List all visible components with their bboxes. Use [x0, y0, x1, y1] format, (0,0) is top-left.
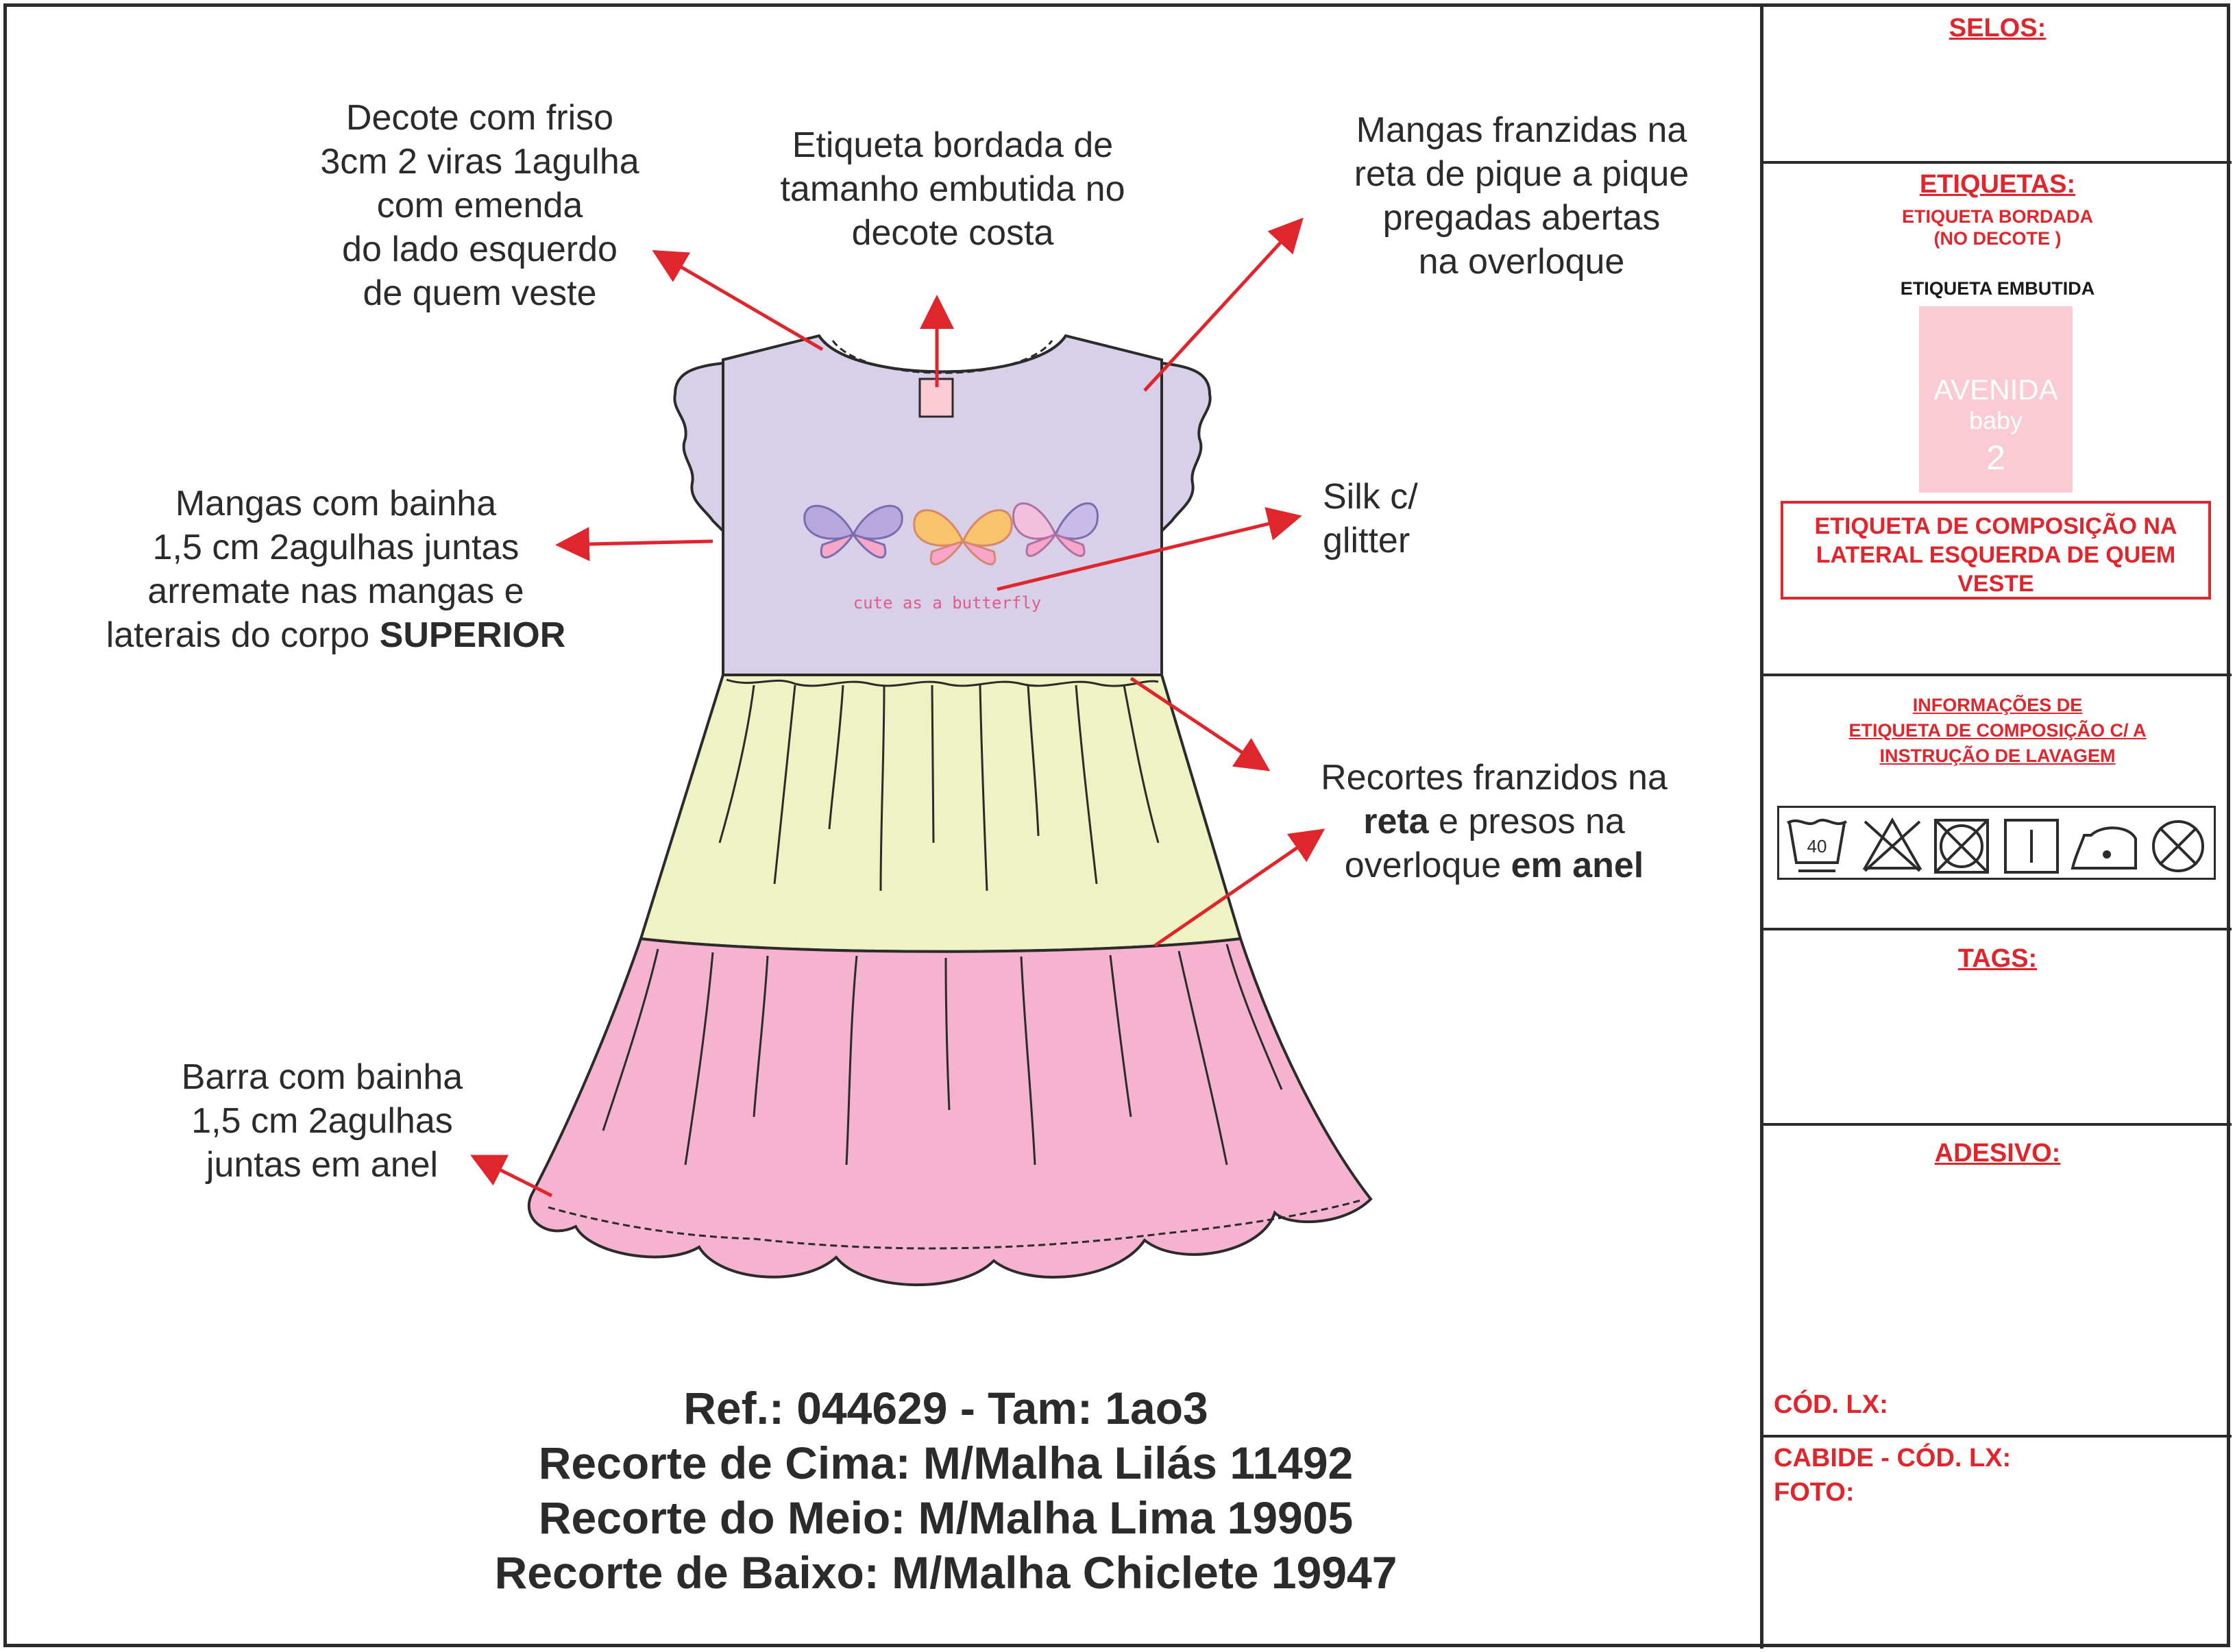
note-line: tamanho embutida no — [780, 169, 1125, 209]
composition-box — [1781, 501, 2211, 600]
info-line-3: INSTRUÇÃO DE LAVAGEM — [1879, 745, 2116, 766]
label-brand: AVENIDA — [1933, 373, 2058, 406]
no-tumble-dry-icon — [1935, 820, 1988, 872]
note-line: Recortes franzidos na — [1321, 758, 1668, 798]
ref-line: Recorte do Meio: M/Malha Lima 19905 — [538, 1492, 1354, 1543]
info-line-2: ETIQUETA DE COMPOSIÇÃO C/ A — [1848, 720, 2147, 741]
bottom-tier-pink — [529, 939, 1371, 1285]
note-line — [69, 613, 603, 657]
no-decote: (NO DECOTE ) — [1933, 228, 2062, 249]
note-sleeves-gathered — [1316, 108, 1727, 284]
ref-line: Ref.: 044629 - Tam: 1ao3 — [683, 1383, 1208, 1433]
note-text: laterais do corpo — [106, 615, 380, 655]
note-sleeves-hem — [69, 482, 603, 657]
note-line: decote costa — [851, 213, 1054, 253]
foto-label: FOTO: — [1774, 1478, 1855, 1507]
note-line: 1,5 cm 2agulhas juntas — [152, 528, 520, 567]
reference-block — [206, 1381, 1686, 1600]
arrow-neckline — [658, 254, 822, 349]
wash-40-icon — [1787, 820, 1846, 871]
note-label — [747, 123, 1158, 255]
note-line: Mangas com bainha — [175, 484, 497, 523]
note-line: juntas em anel — [206, 1145, 439, 1185]
cabide-label: CABIDE - CÓD. LX: — [1774, 1444, 2012, 1472]
note-bold: reta — [1363, 802, 1429, 841]
note-line: Etiqueta bordada de — [792, 125, 1114, 165]
label-sub: baby — [1968, 406, 2023, 434]
note-line — [1289, 800, 1700, 843]
note-line: reta de pique a pique — [1354, 154, 1689, 194]
note-line: na overloque — [1418, 242, 1625, 282]
note-line: Barra com bainha — [181, 1057, 463, 1097]
etiquetas-title: ETIQUETAS: — [1919, 170, 2076, 199]
no-dry-clean-icon — [2153, 822, 2203, 871]
label-size: 2 — [1986, 439, 2005, 477]
note-bold: SUPERIOR — [379, 615, 566, 655]
ref-line: Recorte de Cima: M/Malha Lilás 11492 — [538, 1438, 1354, 1488]
info-line-1: INFORMAÇÕES DE — [1912, 695, 2083, 715]
ref-line: Recorte de Baixo: M/Malha Chiclete 19947 — [494, 1547, 1397, 1598]
note-line: Silk c/ — [1323, 477, 1418, 517]
note-line: glitter — [1323, 521, 1410, 560]
iron-low-icon — [2073, 828, 2136, 868]
left-sleeve — [674, 363, 726, 534]
right-sleeve — [1158, 363, 1210, 534]
note-hem — [137, 1055, 507, 1187]
note-line — [1289, 843, 1700, 887]
note-text: overloque — [1344, 846, 1511, 885]
no-bleach-icon — [1865, 820, 1920, 871]
note-neckline — [288, 96, 672, 315]
etiqueta-embutida: ETIQUETA EMBUTIDA — [1900, 278, 2095, 299]
print-caption: cute as a butterfly — [853, 593, 1042, 613]
note-line: de quem veste — [363, 273, 597, 313]
note-text: e presos na — [1428, 802, 1625, 841]
wash-temp-label: 40 — [1807, 836, 1827, 856]
note-line: 1,5 cm 2agulhas — [191, 1101, 453, 1141]
note-line: 3cm 2 viras 1agulha — [320, 142, 639, 182]
note-line: pregadas abertas — [1382, 198, 1661, 238]
note-bold: em anel — [1511, 846, 1644, 885]
note-line: com emenda — [376, 186, 583, 225]
note-silk — [1323, 475, 1446, 563]
cod-lx-label: CÓD. LX: — [1774, 1390, 1888, 1419]
selos-title: SELOS: — [1949, 14, 2047, 42]
size-label-sample — [1919, 306, 2073, 493]
tags-title: TAGS: — [1957, 944, 2038, 973]
note-cuts — [1289, 756, 1700, 887]
line-dry-icon — [2005, 820, 2057, 872]
composition-text: ETIQUETA DE COMPOSIÇÃO NA LATERAL ESQUERDA DE QUEM VESTE — [1814, 513, 2177, 597]
care-symbols — [1777, 806, 2216, 880]
note-line: arremate nas mangas e — [147, 571, 524, 611]
etiqueta-bordada: ETIQUETA BORDADA — [1902, 206, 2093, 227]
note-line: Mangas franzidas na — [1356, 110, 1687, 150]
adesivo-title: ADESIVO: — [1934, 1139, 2061, 1168]
note-line: do lado esquerdo — [342, 230, 618, 269]
note-line: Decote com friso — [345, 98, 614, 138]
arrow-sleeves-gathered — [1145, 223, 1299, 391]
